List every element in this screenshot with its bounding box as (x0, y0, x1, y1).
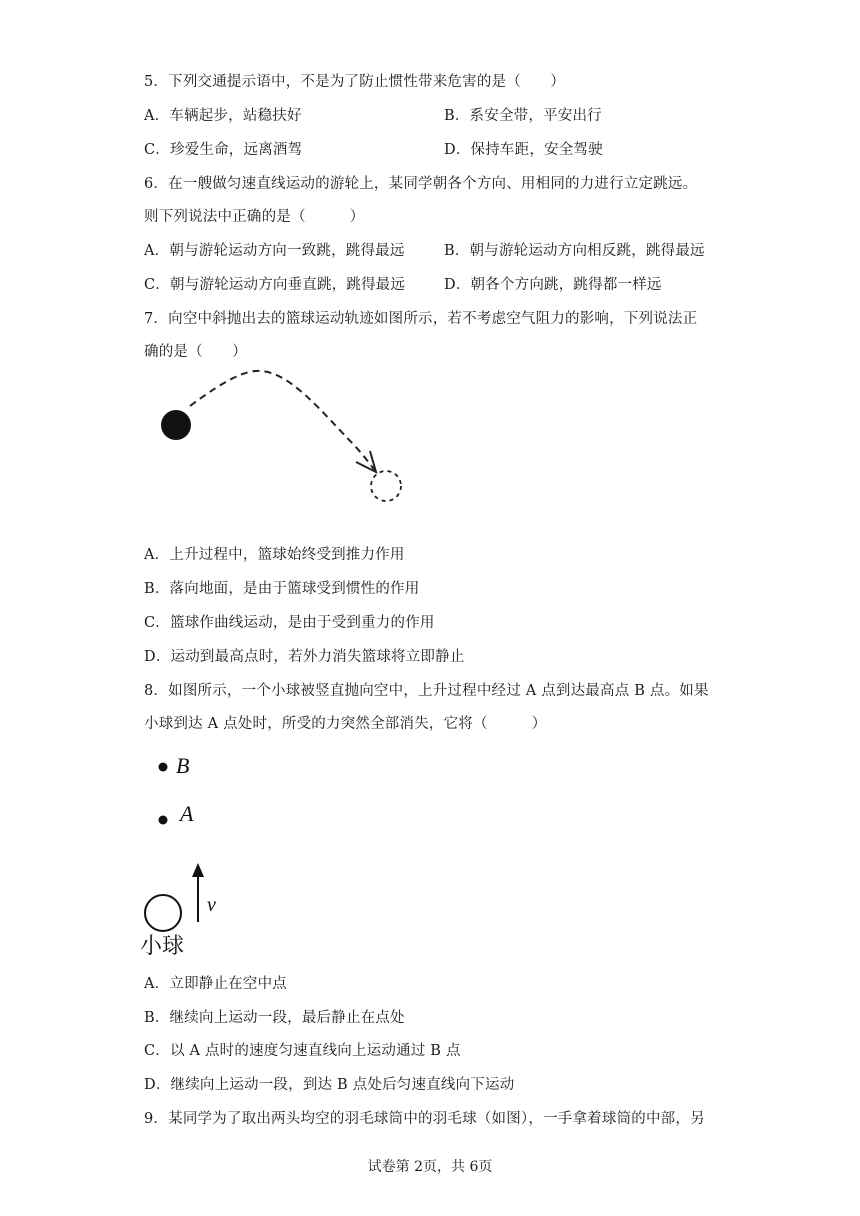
q5-option-b: B．系安全带，平安出行 (444, 108, 602, 124)
q7-option-d: D．运动到最高点时，若外力消失篮球将立即静止 (144, 649, 465, 665)
q5-option-c: C．珍爱生命，远离酒驾 (144, 142, 303, 158)
q6-stem-line2: 则下列说法中正确的是（ ） (144, 209, 365, 225)
q5-option-d: D．保持车距，安全驾驶 (444, 142, 603, 158)
q6-option-c: C．朝与游轮运动方向垂直跳，跳得最远 (144, 277, 406, 293)
point-b-dot (159, 763, 168, 772)
small-ball-label: 小球 (140, 934, 185, 959)
q7-option-b: B．落向地面，是由于篮球受到惯性的作用 (144, 581, 420, 597)
basketball-solid-ball (161, 410, 191, 440)
q7-option-a: A．上升过程中，篮球始终受到推力作用 (144, 547, 405, 563)
q8-option-d: D．继续向上运动一段，到达 B 点处后匀速直线向下运动 (144, 1077, 515, 1093)
page-footer: 试卷第 2页，共 6页 (367, 1159, 493, 1175)
q8-stem-line1: 8．如图所示，一个小球被竖直抛向空中，上升过程中经过 A 点到达最高点 B 点。如果 (144, 683, 709, 699)
trajectory-dashed-curve (190, 371, 376, 472)
q6-option-a: A．朝与游轮运动方向一致跳，跳得最远 (144, 243, 405, 259)
q7-stem-line1: 7．向空中斜抛出去的篮球运动轨迹如图所示，若不考虑空气阻力的影响，下列说法正 (144, 311, 698, 327)
velocity-arrowhead (192, 863, 204, 877)
basketball-trajectory-figure (150, 360, 420, 510)
q6-option-d: D．朝各个方向跳，跳得都一样远 (444, 277, 662, 293)
ball-thrown-up-figure (138, 745, 248, 960)
q7-stem-line2: 确的是（ ） (144, 344, 247, 360)
q5-stem: 5．下列交通提示语中，不是为了防止惯性带来危害的是（ ） (144, 74, 566, 90)
q6-option-b: B．朝与游轮运动方向相反跳，跳得最远 (444, 243, 705, 259)
point-a-dot (159, 816, 168, 825)
velocity-label: v (207, 894, 216, 916)
point-b-label: B (176, 753, 190, 778)
q5-option-a: A．车辆起步，站稳扶好 (144, 108, 302, 124)
small-ball (145, 895, 181, 931)
q8-option-a: A．立即静止在空中点 (144, 976, 287, 992)
q8-stem-line2: 小球到达 A 点处时，所受的力突然全部消失，它将（ ） (144, 716, 547, 732)
q8-option-b: B．继续向上运动一段，最后静止在点处 (144, 1010, 405, 1026)
q8-option-c: C．以 A 点时的速度匀速直线向上运动通过 B 点 (144, 1043, 461, 1059)
q9-stem-line1: 9．某同学为了取出两头均空的羽毛球筒中的羽毛球（如图），一手拿着球筒的中部，另 (144, 1111, 705, 1127)
q7-option-c: C．篮球作曲线运动，是由于受到重力的作用 (144, 615, 435, 631)
point-a-label: A (180, 801, 194, 826)
q6-stem-line1: 6．在一艘做匀速直线运动的游轮上，某同学朝各个方向、用相同的力进行立定跳远。 (144, 176, 698, 192)
basketball-dashed-ball (371, 471, 401, 501)
